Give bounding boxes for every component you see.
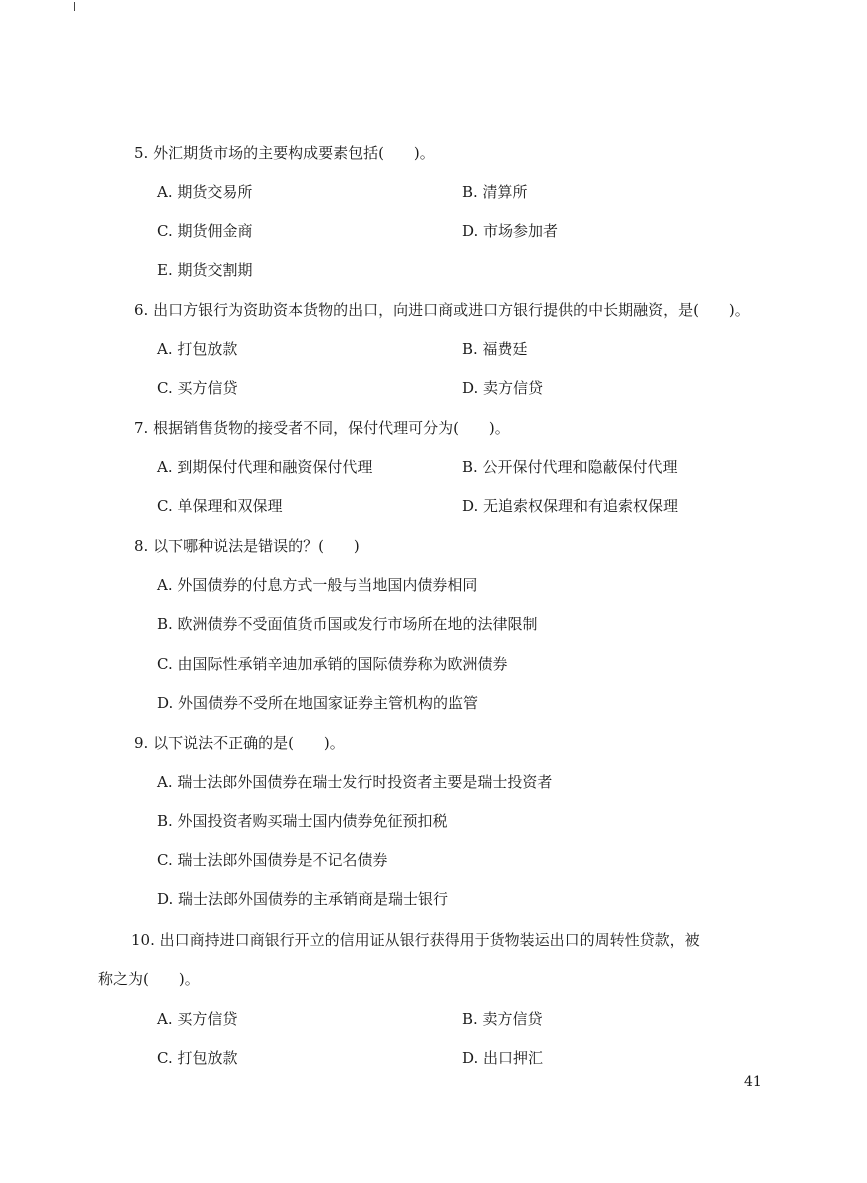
question-8-option-c: C. 由国际性承销辛迪加承销的国际债券称为欧洲债券	[157, 655, 508, 673]
question-7-stem: 7. 根据销售货物的接受者不同，保付代理可分为( )。	[134, 419, 510, 437]
question-9-option-c: C. 瑞士法郎外国债券是不记名债券	[157, 851, 388, 869]
question-7-option-a: A. 到期保付代理和融资保付代理	[157, 458, 373, 476]
question-10-option-c: C. 打包放款	[157, 1049, 238, 1067]
question-5-option-e: E. 期货交割期	[157, 261, 253, 279]
question-5-stem: 5. 外汇期货市场的主要构成要素包括( )。	[134, 144, 435, 162]
question-9-option-d: D. 瑞士法郎外国债券的主承销商是瑞士银行	[157, 890, 449, 908]
question-9-stem: 9. 以下说法不正确的是( )。	[134, 734, 345, 752]
question-10-option-a: A. 买方信贷	[157, 1010, 238, 1028]
question-9-option-a: A. 瑞士法郎外国债券在瑞士发行时投资者主要是瑞士投资者	[157, 773, 553, 791]
question-8-option-b: B. 欧洲债券不受面值货币国或发行市场所在地的法律限制	[157, 615, 538, 633]
question-8-option-d: D. 外国债券不受所在地国家证券主管机构的监管	[157, 694, 479, 712]
question-10-option-b: B. 卖方信贷	[462, 1010, 543, 1028]
question-7-option-d: D. 无追索权保理和有追索权保理	[462, 497, 679, 515]
question-10-stem-line-2: 称之为( )。	[98, 970, 200, 988]
question-10-option-d: D. 出口押汇	[462, 1049, 544, 1067]
question-5-option-c: C. 期货佣金商	[157, 222, 253, 240]
scan-mark	[74, 2, 75, 11]
question-5-option-d: D. 市场参加者	[462, 222, 559, 240]
question-8-option-a: A. 外国债券的付息方式一般与当地国内债券相同	[157, 576, 478, 594]
question-6-option-d: D. 卖方信贷	[462, 379, 544, 397]
question-7-option-c: C. 单保理和双保理	[157, 497, 283, 515]
question-6-option-a: A. 打包放款	[157, 340, 238, 358]
question-6-option-c: C. 买方信贷	[157, 379, 238, 397]
question-8-stem: 8. 以下哪种说法是错误的？( )	[134, 537, 360, 555]
question-9-option-b: B. 外国投资者购买瑞士国内债券免征预扣税	[157, 812, 448, 830]
question-5-option-b: B. 清算所	[462, 183, 528, 201]
question-10-stem-line-1: 10. 出口商持进口商银行开立的信用证从银行获得用于货物装运出口的周转性贷款，被	[131, 931, 700, 949]
question-6-stem: 6. 出口方银行为资助资本货物的出口，向进口商或进口方银行提供的中长期融资，是( )。	[134, 301, 750, 319]
question-5-option-a: A. 期货交易所	[157, 183, 253, 201]
page-number: 41	[744, 1074, 762, 1090]
question-7-option-b: B. 公开保付代理和隐蔽保付代理	[462, 458, 678, 476]
question-6-option-b: B. 福费廷	[462, 340, 528, 358]
